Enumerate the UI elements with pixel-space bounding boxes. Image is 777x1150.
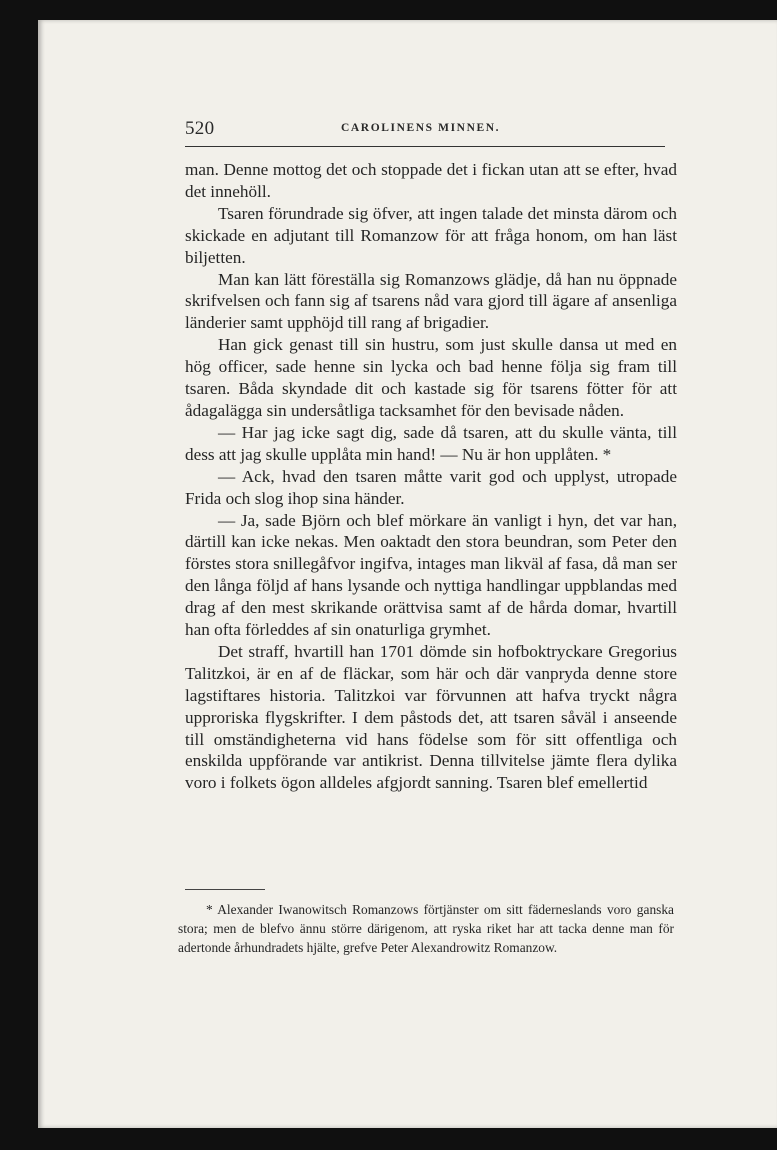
paragraph-2: Tsaren förundrade sig öfver, att ingen talade det minsta därom och skickade en adjutant till Romanzow för att fråga honom, om han läst biljetten. <box>185 203 677 267</box>
running-head: CAROLINENS MINNEN. <box>341 122 501 134</box>
page-header <box>185 118 677 146</box>
header-rule <box>185 146 665 147</box>
paragraph-4: Han gick genast till sin hustru, som just skulle dansa ut med en hög officer, sade henne sin lycka och bad henne följa sig fram till tsaren. Båda skyndade dit och kastade sig för tsarens fötter för att ådagalägga sin undersåtliga tacksamhet för den bevisade nåden. <box>185 335 677 420</box>
body-text <box>185 159 677 794</box>
paragraph-6: — Ack, hvad den tsaren måtte varit god och upplyst, utropade Frida och slog ihop sina händer. <box>185 466 677 508</box>
paragraph-1: man. Denne mottog det och stoppade det i fickan utan att se efter, hvad det innehöll. <box>185 160 677 201</box>
footnote <box>178 900 674 957</box>
paragraph-8: Det straff, hvartill han 1701 dömde sin hofboktryckare Gregorius Talitzkoi, är en af de fläckar, som här och där vanpryda denne store lagstiftares historia. Talitzkoi var förvunnen att hafva tryckt några upproriska flygskrifter. I dem påstods det, att tsaren såväl i anseende till omständigheterna vid hans födelse som för sitt offentliga och enskilda uppförande var antikrist. Denna tillvitelse jämte flera dylika voro i folkets ögon alldeles afgjordt sanning. Tsaren blef emellertid <box>185 641 677 793</box>
paragraph-7: — Ja, sade Björn och blef mörkare än vanligt i hyn, det var han, därtill kan icke nekas. Men oaktadt den stora beundran, som Peter den förstes stora snillegåfvor ingifva, intages man likväl af fasa, då man ser den långa följd af hans lysande och nyttiga handlingar uppblandas med drag af den mest skrikande orättvisa samt af de hårda domar, hvartill han ofta förleddes af sin onaturliga grymhet. <box>185 510 677 640</box>
paragraph-3: Man kan lätt föreställa sig Romanzows glädje, då han nu öppnade skrifvelsen och fann sig af tsarens nåd vara gjord till ägare af ansenliga länderier samt upphöjd till rang af brigadier. <box>185 269 677 333</box>
paragraph-5: — Har jag icke sagt dig, sade då tsaren, att du skulle vänta, till dess att jag skulle upplåta min hand! — Nu är hon upplåten. * <box>185 422 677 464</box>
footnote-text: * Alexander Iwanowitsch Romanzows förtjänster om sitt fäderneslands voro ganska stora; men de blefvo ännu större därigenom, att ryska riket har att tacka denne man för adertonde århundradets hjälte, grefve Peter Alexandrowitz Romanzow. <box>178 902 674 955</box>
footnote-rule <box>185 889 265 890</box>
page-number: 520 <box>185 118 215 139</box>
